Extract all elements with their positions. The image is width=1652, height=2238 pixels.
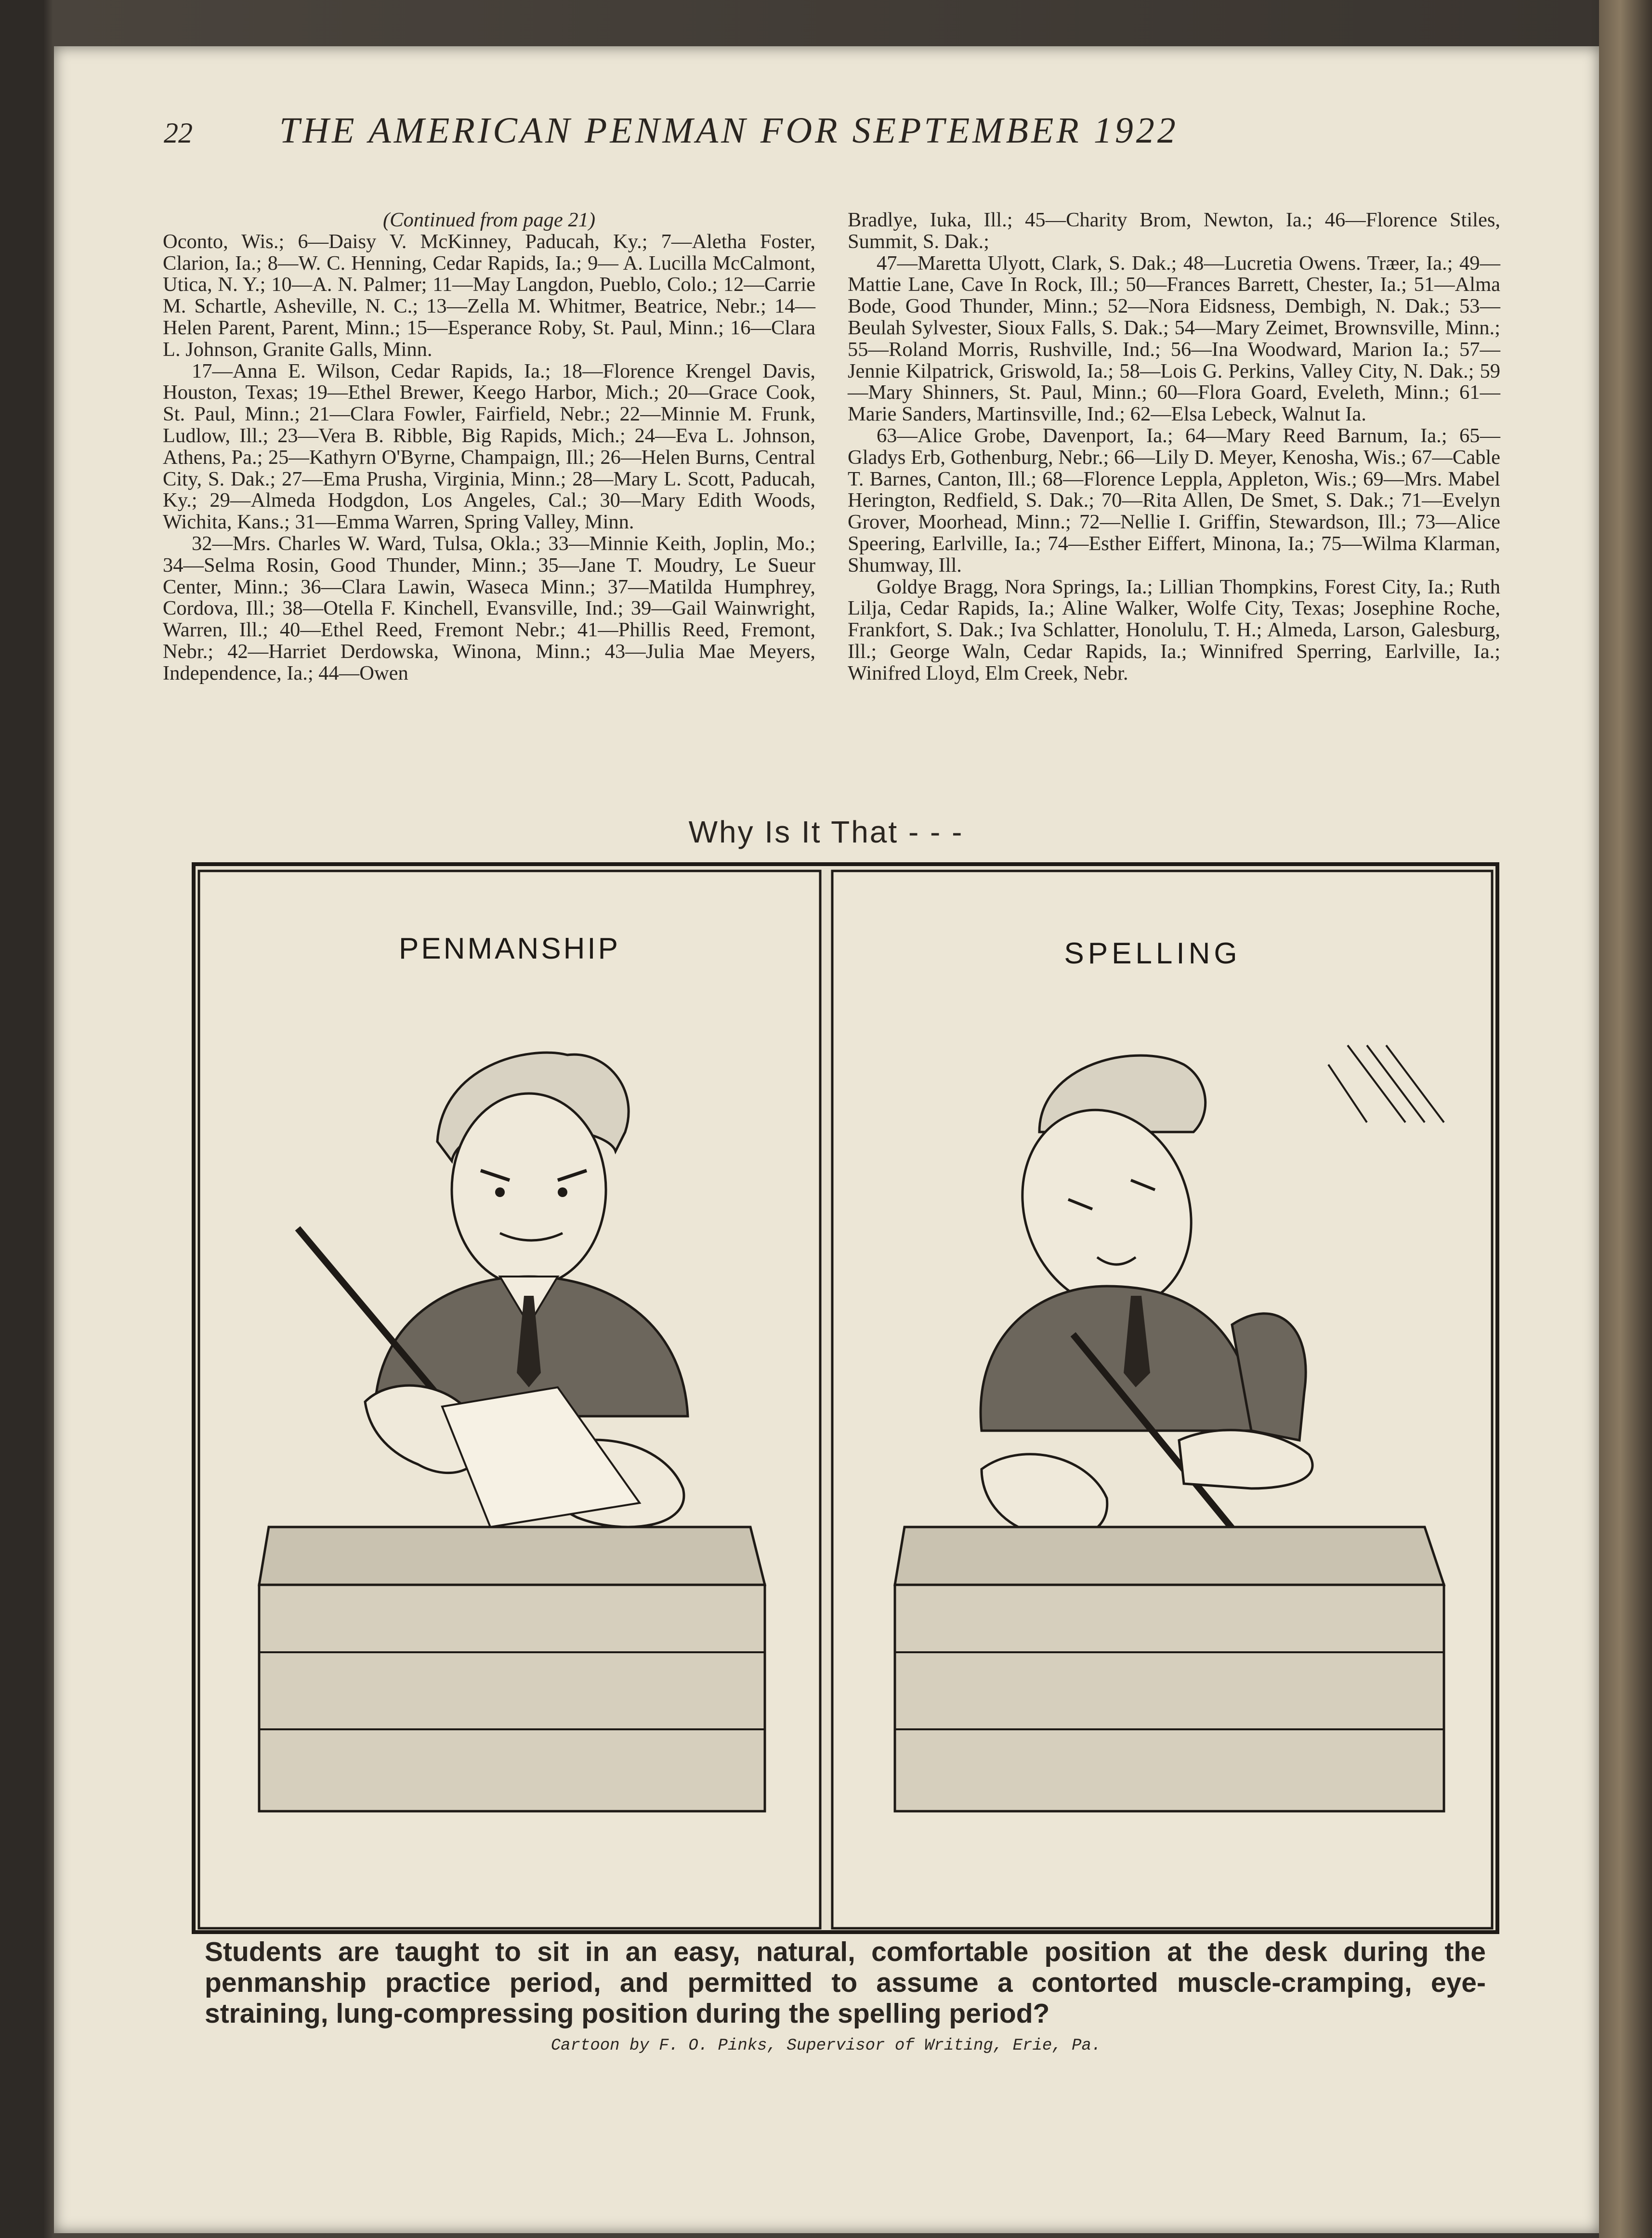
panel-label-penmanship: PENMANSHIP xyxy=(399,932,620,965)
continued-note: (Continued from page 21) xyxy=(382,209,596,231)
cartoon-credit: Cartoon by F. O. Pinks, Supervisor of Writing, Erie, Pa. xyxy=(551,2037,1101,2055)
page-header xyxy=(164,110,1532,168)
eye xyxy=(495,1187,505,1197)
right-text-column xyxy=(848,210,1500,685)
cartoon-caption: Students are taught to sit in an easy, natural, comfortable position at the desk during the penmanship practice period, and permitted to assume a contorted muscle-cramping, eye-straining, lung-compressing position during the spelling period? xyxy=(205,1936,1486,2029)
penmanship-panel xyxy=(199,871,820,1928)
desk-top xyxy=(259,1527,765,1585)
paragraph: 32—Mrs. Charles W. Ward, Tulsa, Okla.; 33—Minnie Keith, Joplin, Mo.; 34—Selma Rosin, Good Thunder, Minn.; 35—Jane T. Moudry, Le Sueur Center, Minn.; 36—Clara Lawin, Waseca Minn.; 37—Matilda Humphrey, Cordova, Ill.; 38—Otella F. Kinchell, Evansville, Ind.; 39—Gail Wainwright, Warren, Ill.; 40—Ethel Reed, Fremont Nebr.; 41—Phillis Reed, Fremont, Nebr.; 42—Harriet Derdowska, Winona, Minn.; 43—Julia Mae Meyers, Independence, Ia.; 44—Owen xyxy=(163,532,815,685)
paragraph: Oconto, Wis.; 6—Daisy V. McKinney, Paducah, Ky.; 7—Aletha Foster, Clarion, Ia.; 8—W. C. Henning, Cedar Rapids, Ia.; 9— A. Lucilla McCalmont, Utica, N. Y.; 10—A. N. Palmer; 11—May Langdon, Pueblo, Colo.; 12—Carrie M. Schartle, Asheville, N. C.; 13—Zella M. Whitmer, Beatrice, Nebr.; 14—Helen Parent, Parent, Minn.; 15—Esperance Roby, St. Paul, Minn.; 16—Clara L. Johnson, Granite Galls, Minn. xyxy=(163,230,815,361)
left-text-column xyxy=(163,210,815,685)
cartoon-heading: Why Is It That - - - xyxy=(688,815,964,849)
paragraph: Bradlye, Iuka, Ill.; 45—Charity Brom, Newton, Ia.; 46—Florence Stiles, Summit, S. Dak.; xyxy=(848,209,1500,253)
running-title: THE AMERICAN PENMAN FOR SEPTEMBER 1922 xyxy=(279,110,1179,151)
paragraph: 17—Anna E. Wilson, Cedar Rapids, Ia.; 18—Florence Krengel Davis, Houston, Texas; 19—Ethel Brewer, Keego Harbor, Mich.; 20—Grace Cook, St. Paul, Minn.; 21—Clara Fowler, Fairfield, Nebr.; 22—Minnie M. Frunk, Ludlow, Ill.; 23—Vera B. Ribble, Big Rapids, Mich.; 24—Eva L. Johnson, Athens, Pa.; 25—Kathyrn O'Byrne, Champaign, Ill.; 26—Helen Burns, Central City, S. Dak.; 27—Ema Prusha, Virginia, Minn.; 28—Mary L. Scott, Paducah, Ky.; 29—Almeda Hodgdon, Los Angeles, Cal.; 30—Mary Edith Woods, Wichita, Kans.; 31—Emma Warren, Spring Valley, Minn. xyxy=(163,359,815,534)
paragraph: 47—Maretta Ulyott, Clark, S. Dak.; 48—Lucretia Owens. Træer, Ia.; 49—Mattie Lane, Cave In Rock, Ill.; 50—Frances Barrett, Chester, Ia.; 51—Alma Bode, Good Thunder, Minn.; 52—Nora Eidsness, Dembigh, N. Dak.; 53—Beulah Sylvester, Sioux Falls, S. Dak.; 54—Mary Zeimet, Brownsville, Minn.; 55—Roland Morris, Rushville, Ind.; 56—Ina Woodward, Marion Ia.; 57—Jennie Kilpatrick, Griswold, Ia.; 58—Lois G. Perkins, Valley City, N. Dak.; 59—Mary Shinners, St. Paul, Minn.; 60—Flora Goard, Eveleth, Minn.; 61—Marie Sanders, Martinsville, Ind.; 62—Elsa Lebeck, Walnut Ia. xyxy=(848,251,1500,426)
adjacent-page-edge xyxy=(1599,0,1652,2238)
desk-front xyxy=(895,1585,1444,1811)
page-number: 22 xyxy=(164,117,193,149)
paragraph: Goldye Bragg, Nora Springs, Ia.; Lillian Thompkins, Forest City, Ia.; Ruth Lilja, Cedar Rapids, Ia.; Aline Walker, Wolfe City, Texas; Josephine Roche, Frankfort, S. Dak.; Iva Schlatter, Honolulu, T. H.; Almeda, Larson, Galesburg, Ill.; George Waln, Cedar Rapids, Ia.; Winnifred Sperring, Earlville, Ia.; Winifred Lloyd, Elm Creek, Nebr. xyxy=(848,575,1500,685)
cartoon-illustration xyxy=(192,862,1499,1934)
head xyxy=(452,1093,606,1286)
paragraph: 63—Alice Grobe, Davenport, Ia.; 64—Mary Reed Barnum, Ia.; 65—Gladys Erb, Gothenburg, Nebr.; 66—Lily D. Meyer, Kenosha, Wis.; 67—Cable T. Barnes, Canton, Ill.; 68—Florence Leppla, Appleton, Wis.; 69—Mrs. Mabel Herington, Redfield, S. Dak.; 70—Rita Allen, De Smet, S. Dak.; 71—Evelyn Grover, Moorhead, Minn.; 72—Nellie I. Griffin, Stewardson, Ill.; 73—Alice Speering, Earlville, Ia.; 74—Esther Eiffert, Minona, Ia.; 75—Wilma Klarman, Shumway, Ill. xyxy=(848,424,1500,577)
panel-label-spelling: SPELLING xyxy=(1064,937,1241,970)
eye xyxy=(558,1187,567,1197)
spelling-panel xyxy=(832,871,1492,1928)
desk-front xyxy=(259,1585,765,1811)
desk-top xyxy=(895,1527,1444,1585)
